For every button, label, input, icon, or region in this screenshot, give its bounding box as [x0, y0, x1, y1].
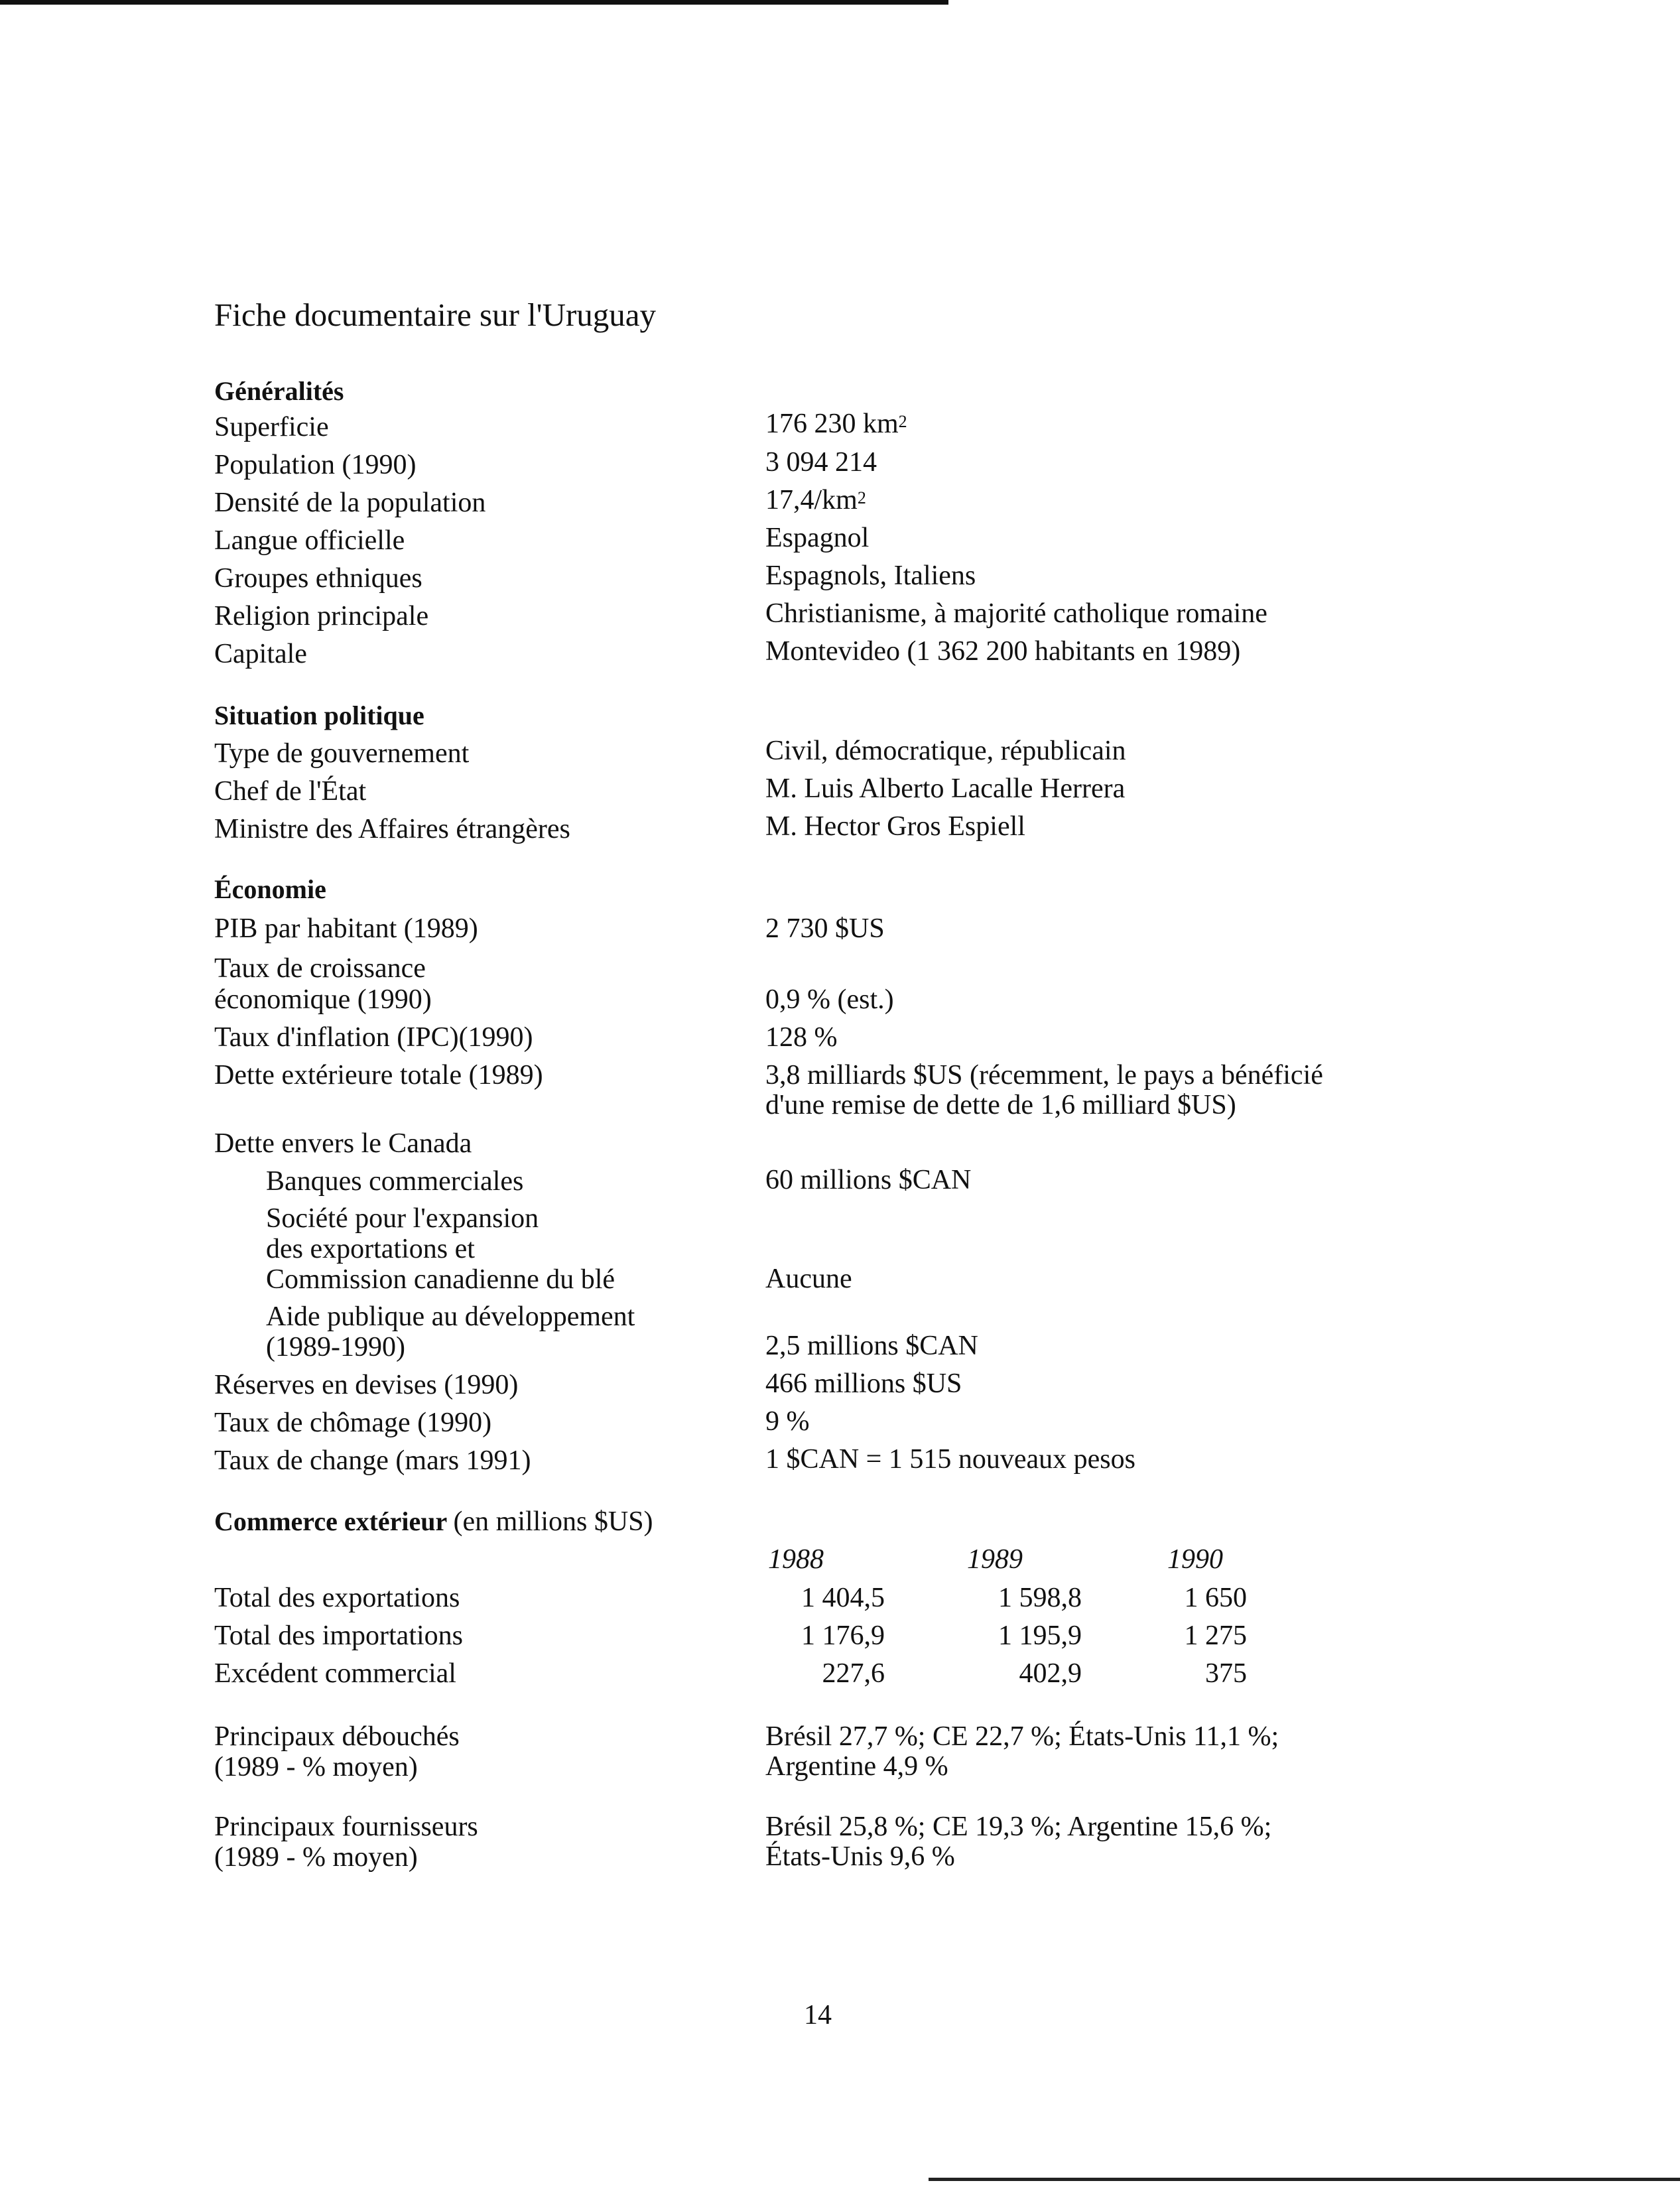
label-fournisseurs-2: (1989 - % moyen): [214, 1842, 418, 1873]
value-densite: [765, 485, 866, 516]
cell-excedent-1989: 402,9: [1019, 1658, 1082, 1689]
label-population: Population (1990): [214, 450, 417, 480]
table-row: [0, 1583, 1680, 1614]
label-excedent: Excédent commercial: [214, 1658, 456, 1689]
label-chomage: Taux de chômage (1990): [214, 1408, 492, 1438]
value-population: 3 094 214: [765, 447, 877, 478]
label-importations: Total des importations: [214, 1621, 464, 1651]
section-heading-economie: Économie: [214, 874, 326, 904]
label-dette-exterieure: Dette extérieure totale (1989): [214, 1060, 543, 1091]
year-1989: 1989: [967, 1544, 1023, 1575]
superscript: 2: [898, 412, 907, 431]
value-religion: Christianisme, à majorité catholique romaine: [765, 598, 1267, 629]
label-ministre: Ministre des Affaires étrangères: [214, 814, 570, 844]
label-debouches-2: (1989 - % moyen): [214, 1752, 418, 1782]
top-rule: [0, 0, 948, 5]
value-fournisseurs-1: Brésil 25,8 %; CE 19,3 %; Argentine 15,6 %;: [765, 1812, 1272, 1842]
label-croissance-2: économique (1990): [214, 984, 432, 1015]
value-langue: Espagnol: [765, 523, 870, 553]
label-inflation: Taux d'inflation (IPC)(1990): [214, 1022, 533, 1053]
value-dette-exterieure-2: d'une remise de dette de 1,6 milliard $US): [765, 1090, 1236, 1120]
trade-year-header: [0, 1544, 1680, 1575]
value-reserves: 466 millions $US: [765, 1368, 962, 1399]
value-dette-exterieure-1: 3,8 milliards $US (récemment, le pays a bénéficié: [765, 1060, 1323, 1091]
label-religion: Religion principale: [214, 601, 429, 631]
value-inflation: 128 %: [765, 1022, 838, 1053]
value-superficie: [765, 409, 907, 440]
value-ministre: M. Hector Gros Espiell: [765, 811, 1025, 842]
label-sec-3: Commission canadienne du blé: [266, 1264, 615, 1295]
label-capitale: Capitale: [214, 639, 307, 669]
commerce-heading-note: (en millions $US): [453, 1506, 653, 1537]
cell-export-1990: 1 650: [1184, 1583, 1247, 1613]
value-type-gouvernement: Civil, démocratique, républicain: [765, 736, 1126, 766]
label-chef-etat: Chef de l'État: [214, 776, 367, 807]
section-heading-generalites: Généralités: [214, 376, 344, 406]
cell-excedent-1988: 227,6: [822, 1658, 885, 1689]
label-sec-1: Société pour l'expansion: [266, 1203, 539, 1234]
value-croissance: 0,9 % (est.): [765, 984, 894, 1015]
label-apd-1: Aide publique au développement: [266, 1301, 635, 1332]
value-apd: 2,5 millions $CAN: [765, 1331, 978, 1361]
section-heading-politique: Situation politique: [214, 700, 424, 730]
label-dette-canada: Dette envers le Canada: [214, 1128, 472, 1159]
label-exportations: Total des exportations: [214, 1583, 460, 1613]
value-change: 1 $CAN = 1 515 nouveaux pesos: [765, 1444, 1135, 1475]
label-banques: Banques commerciales: [266, 1166, 524, 1197]
label-apd-2: (1989-1990): [266, 1332, 405, 1362]
value-banques: 60 millions $CAN: [765, 1165, 972, 1195]
value-groupes-ethniques: Espagnols, Italiens: [765, 561, 976, 591]
cell-excedent-1990: 375: [1205, 1658, 1247, 1689]
year-1990: 1990: [1167, 1544, 1223, 1575]
cell-export-1989: 1 598,8: [998, 1583, 1082, 1613]
value-chomage: 9 %: [765, 1406, 810, 1437]
value-fournisseurs-2: États-Unis 9,6 %: [765, 1841, 955, 1872]
label-type-gouvernement: Type de gouvernement: [214, 738, 470, 769]
value-debouches-1: Brésil 27,7 %; CE 22,7 %; États-Unis 11,1 %;: [765, 1721, 1279, 1752]
label-pib: PIB par habitant (1989): [214, 913, 478, 944]
page-number: 14: [804, 2000, 832, 2030]
label-langue: Langue officielle: [214, 525, 405, 556]
label-sec-2: des exportations et: [266, 1234, 475, 1264]
cell-import-1989: 1 195,9: [998, 1621, 1082, 1651]
label-groupes-ethniques: Groupes ethniques: [214, 563, 422, 594]
label-change: Taux de change (mars 1991): [214, 1445, 531, 1476]
label-debouches-1: Principaux débouchés: [214, 1721, 460, 1752]
cell-export-1988: 1 404,5: [801, 1583, 885, 1613]
value-debouches-2: Argentine 4,9 %: [765, 1751, 948, 1782]
value-pib: 2 730 $US: [765, 913, 885, 944]
section-heading-commerce: [214, 1506, 653, 1538]
value-superficie-text: 176 230 km: [765, 409, 899, 439]
year-1988: 1988: [768, 1544, 824, 1575]
cell-import-1990: 1 275: [1184, 1621, 1247, 1651]
label-densite: Densité de la population: [214, 488, 486, 518]
cell-import-1988: 1 176,9: [801, 1621, 885, 1651]
label-croissance-1: Taux de croissance: [214, 953, 426, 984]
label-superficie: Superficie: [214, 412, 329, 442]
value-sec: Aucune: [765, 1264, 852, 1294]
value-chef-etat: M. Luis Alberto Lacalle Herrera: [765, 773, 1126, 804]
value-capitale: Montevideo (1 362 200 habitants en 1989): [765, 636, 1241, 667]
label-reserves: Réserves en devises (1990): [214, 1370, 519, 1400]
label-fournisseurs-1: Principaux fournisseurs: [214, 1812, 478, 1842]
commerce-heading-text: Commerce extérieur: [214, 1506, 447, 1536]
superscript: 2: [857, 488, 866, 507]
table-row: [0, 1658, 1680, 1689]
bottom-rule: [929, 2178, 1680, 2181]
value-densite-text: 17,4/km: [765, 485, 858, 515]
page-title: Fiche documentaire sur l'Uruguay: [214, 297, 657, 333]
table-row: [0, 1621, 1680, 1652]
